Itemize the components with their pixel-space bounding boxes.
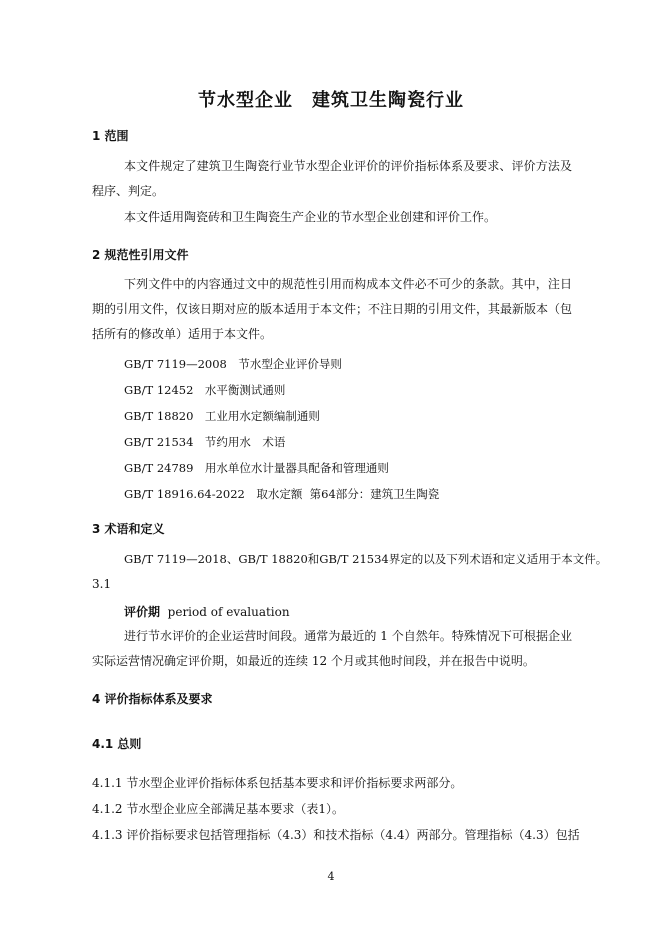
document-title: 节水型企业 建筑卫生陶瓷行业 (198, 90, 464, 111)
section-1-heading: 1 范围 (92, 129, 129, 143)
term-heading (124, 603, 290, 620)
reference-item: GB/T 24789 用水单位水计量器具配备和管理通则 (124, 461, 389, 475)
clause-4-1-3: 4.1.3 评价指标要求包括管理指标（4.3）和技术指标（4.4）两部分。管理指标（4.3）包括 (92, 828, 580, 842)
reference-item: GB/T 7119—2008 节水型企业评价导则 (124, 357, 342, 371)
reference-item: GB/T 18820 工业用水定额编制通则 (124, 409, 320, 423)
section-4-heading: 4 评价指标体系及要求 (92, 692, 213, 706)
term-definition: 进行节水评价的企业运营时间段。通常为最近的 1 个自然年。特殊情况下可根据企业实际运营情况确定评价期，如最近的连续 12 个月或其他时间段，并在报告中说明。 (92, 629, 572, 668)
term-chinese: 评价期 (124, 605, 161, 619)
section-3-heading: 3 术语和定义 (92, 522, 165, 536)
reference-item: GB/T 18916.64-2022 取水定额 第64部分：建筑卫生陶瓷 (124, 487, 440, 501)
term-number: 3.1 (92, 577, 112, 591)
section-2-paragraph-1: 下列文件中的内容通过文中的规范性引用而构成本文件必不可少的条款。其中，注日期的引用文件，仅该日期对应的版本适用于本文件；不注日期的引用文件，其最新版本（包括所有的修改单）适用于本文件。 (92, 277, 573, 341)
section-2-heading: 2 规范性引用文件 (92, 248, 189, 262)
section-4-1-heading: 4.1 总则 (92, 737, 142, 751)
section-1-paragraph-2: 本文件适用陶瓷砖和卫生陶瓷生产企业的节水型企业创建和评价工作。 (124, 210, 497, 224)
page-number: 4 (327, 870, 335, 883)
clause-4-1-1: 4.1.1 节水型企业评价指标体系包括基本要求和评价指标要求两部分。 (92, 776, 463, 790)
term-english: period of evaluation (167, 605, 290, 619)
reference-item: GB/T 12452 水平衡测试通则 (124, 383, 286, 397)
section-3-paragraph-1: GB/T 7119—2018、GB/T 18820和GB/T 21534界定的以及下列术语和定义适用于本文件。 (124, 552, 608, 566)
reference-item: GB/T 21534 节约用水 术语 (124, 435, 286, 449)
section-1-paragraph-1: 本文件规定了建筑卫生陶瓷行业节水型企业评价的评价指标体系及要求、评价方法及程序、判定。 (92, 159, 572, 198)
clause-4-1-2: 4.1.2 节水型企业应全部满足基本要求（表1）。 (92, 802, 344, 816)
